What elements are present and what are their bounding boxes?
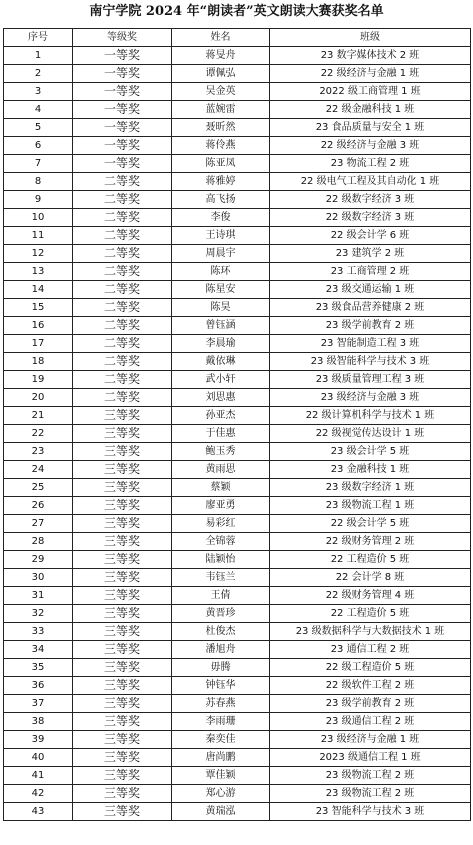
student-name: 韦钰兰	[172, 569, 270, 587]
class-name: 22 级计算机科学与技术 1 班	[270, 407, 471, 425]
student-name: 王倩	[172, 587, 270, 605]
row-number: 26	[4, 497, 73, 515]
table-row	[4, 263, 471, 281]
table-row	[4, 677, 471, 695]
student-name: 陈昊	[172, 299, 270, 317]
row-number: 13	[4, 263, 73, 281]
class-name: 23 智能科学与技术 3 班	[270, 803, 471, 821]
row-number: 23	[4, 443, 73, 461]
class-name: 22 级会计学 6 班	[270, 227, 471, 245]
table-row	[4, 245, 471, 263]
award-level: 三等奖	[73, 659, 172, 677]
class-name: 23 级食品营养健康 2 班	[270, 299, 471, 317]
award-level: 一等奖	[73, 101, 172, 119]
class-name: 23 工商管理 2 班	[270, 263, 471, 281]
class-name: 23 级物流工程 2 班	[270, 767, 471, 785]
award-level: 三等奖	[73, 407, 172, 425]
table-row	[4, 443, 471, 461]
award-level: 二等奖	[73, 389, 172, 407]
student-name: 鲍玉秀	[172, 443, 270, 461]
table-row	[4, 479, 471, 497]
column-header-level: 等级奖	[73, 29, 172, 47]
student-name: 蒋旻舟	[172, 47, 270, 65]
award-level: 二等奖	[73, 227, 172, 245]
student-name: 蔡颖	[172, 479, 270, 497]
class-name: 23 级数字经济 1 班	[270, 479, 471, 497]
award-level: 二等奖	[73, 209, 172, 227]
row-number: 28	[4, 533, 73, 551]
table-row	[4, 659, 471, 677]
class-name: 23 级数据科学与大数据技术 1 班	[270, 623, 471, 641]
student-name: 谭佩弘	[172, 65, 270, 83]
student-name: 孙亚杰	[172, 407, 270, 425]
row-number: 8	[4, 173, 73, 191]
award-level: 一等奖	[73, 155, 172, 173]
student-name: 钟钰华	[172, 677, 270, 695]
row-number: 2	[4, 65, 73, 83]
award-level: 三等奖	[73, 677, 172, 695]
row-number: 4	[4, 101, 73, 119]
row-number: 12	[4, 245, 73, 263]
student-name: 潘旭舟	[172, 641, 270, 659]
row-number: 22	[4, 425, 73, 443]
award-level: 三等奖	[73, 479, 172, 497]
student-name: 刘思惠	[172, 389, 270, 407]
class-name: 23 智能制造工程 3 班	[270, 335, 471, 353]
class-name: 22 级数字经济 3 班	[270, 209, 471, 227]
award-level: 三等奖	[73, 461, 172, 479]
table-row	[4, 605, 471, 623]
table-row	[4, 101, 471, 119]
class-name: 22 级财务管理 4 班	[270, 587, 471, 605]
table-row	[4, 137, 471, 155]
row-number: 25	[4, 479, 73, 497]
table-row	[4, 767, 471, 785]
table-row	[4, 425, 471, 443]
award-level: 二等奖	[73, 191, 172, 209]
class-name: 23 级物流工程 2 班	[270, 785, 471, 803]
award-level: 二等奖	[73, 353, 172, 371]
award-level: 三等奖	[73, 767, 172, 785]
class-name: 23 级通信工程 2 班	[270, 713, 471, 731]
student-name: 唐尚鹏	[172, 749, 270, 767]
student-name: 曾钰涵	[172, 317, 270, 335]
row-number: 27	[4, 515, 73, 533]
row-number: 42	[4, 785, 73, 803]
student-name: 李雨珊	[172, 713, 270, 731]
row-number: 19	[4, 371, 73, 389]
table-row	[4, 47, 471, 65]
award-level: 三等奖	[73, 713, 172, 731]
class-name: 22 级会计学 5 班	[270, 515, 471, 533]
student-name: 王诗琪	[172, 227, 270, 245]
student-name: 黄瑞泓	[172, 803, 270, 821]
row-number: 39	[4, 731, 73, 749]
award-level: 三等奖	[73, 533, 172, 551]
class-name: 23 级学前教育 2 班	[270, 695, 471, 713]
award-level: 一等奖	[73, 65, 172, 83]
row-number: 1	[4, 47, 73, 65]
table-row	[4, 731, 471, 749]
class-name: 22 级视觉传达设计 1 班	[270, 425, 471, 443]
table-row	[4, 497, 471, 515]
row-number: 18	[4, 353, 73, 371]
award-level: 二等奖	[73, 299, 172, 317]
row-number: 36	[4, 677, 73, 695]
student-name: 秦奕佳	[172, 731, 270, 749]
student-name: 蒋雅婷	[172, 173, 270, 191]
row-number: 14	[4, 281, 73, 299]
student-name: 聂昕然	[172, 119, 270, 137]
table-row	[4, 551, 471, 569]
table-row	[4, 641, 471, 659]
award-level: 二等奖	[73, 371, 172, 389]
student-name: 陈亚凤	[172, 155, 270, 173]
class-name: 23 级经济与金融 3 班	[270, 389, 471, 407]
table-row	[4, 389, 471, 407]
row-number: 15	[4, 299, 73, 317]
student-name: 苏春燕	[172, 695, 270, 713]
student-name: 于佳惠	[172, 425, 270, 443]
table-row	[4, 803, 471, 821]
table-row	[4, 335, 471, 353]
row-number: 30	[4, 569, 73, 587]
award-level: 三等奖	[73, 425, 172, 443]
table-row	[4, 695, 471, 713]
award-level: 三等奖	[73, 551, 172, 569]
table-header-row	[4, 29, 471, 47]
student-name: 吴金英	[172, 83, 270, 101]
class-name: 22 级财务管理 2 班	[270, 533, 471, 551]
page-title: 南宁学院 2024 年“朗读者”英文朗读大赛获奖名单	[89, 4, 384, 19]
award-level: 三等奖	[73, 605, 172, 623]
award-level: 三等奖	[73, 497, 172, 515]
award-level: 二等奖	[73, 245, 172, 263]
award-level: 一等奖	[73, 83, 172, 101]
award-level: 三等奖	[73, 443, 172, 461]
class-name: 23 级交通运输 1 班	[270, 281, 471, 299]
award-level: 三等奖	[73, 623, 172, 641]
row-number: 40	[4, 749, 73, 767]
row-number: 41	[4, 767, 73, 785]
award-level: 三等奖	[73, 785, 172, 803]
class-name: 2022 级工商管理 1 班	[270, 83, 471, 101]
row-number: 5	[4, 119, 73, 137]
table-row	[4, 785, 471, 803]
award-level: 二等奖	[73, 335, 172, 353]
row-number: 7	[4, 155, 73, 173]
student-name: 陈环	[172, 263, 270, 281]
class-name: 22 工程造价 5 班	[270, 551, 471, 569]
class-name: 23 建筑学 2 班	[270, 245, 471, 263]
class-name: 22 级金融科技 1 班	[270, 101, 471, 119]
table-row	[4, 209, 471, 227]
row-number: 10	[4, 209, 73, 227]
row-number: 16	[4, 317, 73, 335]
student-name: 陆颖怡	[172, 551, 270, 569]
row-number: 38	[4, 713, 73, 731]
row-number: 24	[4, 461, 73, 479]
row-number: 20	[4, 389, 73, 407]
class-name: 23 级智能科学与技术 3 班	[270, 353, 471, 371]
table-row	[4, 371, 471, 389]
award-level: 三等奖	[73, 587, 172, 605]
table-row	[4, 65, 471, 83]
row-number: 9	[4, 191, 73, 209]
table-row	[4, 83, 471, 101]
class-name: 23 金融科技 1 班	[270, 461, 471, 479]
class-name: 22 级软件工程 2 班	[270, 677, 471, 695]
student-name: 李俊	[172, 209, 270, 227]
student-name: 廖亚勇	[172, 497, 270, 515]
class-name: 23 级会计学 5 班	[270, 443, 471, 461]
class-name: 23 食品质量与安全 1 班	[270, 119, 471, 137]
class-name: 23 级物流工程 1 班	[270, 497, 471, 515]
table-row	[4, 281, 471, 299]
table-row	[4, 587, 471, 605]
class-name: 2023 级通信工程 1 班	[270, 749, 471, 767]
class-name: 22 级数字经济 3 班	[270, 191, 471, 209]
row-number: 6	[4, 137, 73, 155]
table-row	[4, 173, 471, 191]
row-number: 33	[4, 623, 73, 641]
class-name: 23 数字媒体技术 2 班	[270, 47, 471, 65]
class-name: 22 级电气工程及其自动化 1 班	[270, 173, 471, 191]
award-level: 一等奖	[73, 137, 172, 155]
award-level: 二等奖	[73, 317, 172, 335]
row-number: 34	[4, 641, 73, 659]
column-header-class: 班级	[270, 29, 471, 47]
table-row	[4, 353, 471, 371]
row-number: 35	[4, 659, 73, 677]
student-name: 杜俊杰	[172, 623, 270, 641]
column-header-name: 姓名	[172, 29, 270, 47]
student-name: 李晨瑜	[172, 335, 270, 353]
student-name: 蓝婉雷	[172, 101, 270, 119]
student-name: 武小轩	[172, 371, 270, 389]
class-name: 23 物流工程 2 班	[270, 155, 471, 173]
table-row	[4, 155, 471, 173]
student-name: 全锦蓉	[172, 533, 270, 551]
student-name: 黄晋珍	[172, 605, 270, 623]
table-row	[4, 749, 471, 767]
row-number: 3	[4, 83, 73, 101]
row-number: 31	[4, 587, 73, 605]
student-name: 覃佳颖	[172, 767, 270, 785]
class-name: 22 级经济与金融 3 班	[270, 137, 471, 155]
column-header-no: 序号	[4, 29, 73, 47]
row-number: 29	[4, 551, 73, 569]
student-name: 高飞扬	[172, 191, 270, 209]
row-number: 37	[4, 695, 73, 713]
award-level: 三等奖	[73, 731, 172, 749]
class-name: 22 级经济与金融 1 班	[270, 65, 471, 83]
award-table	[3, 28, 471, 821]
class-name: 23 级学前教育 2 班	[270, 317, 471, 335]
award-level: 二等奖	[73, 263, 172, 281]
award-level: 三等奖	[73, 569, 172, 587]
student-name: 易彩红	[172, 515, 270, 533]
award-level: 三等奖	[73, 803, 172, 821]
class-name: 22 工程造价 5 班	[270, 605, 471, 623]
class-name: 23 级经济与金融 1 班	[270, 731, 471, 749]
table-row	[4, 533, 471, 551]
row-number: 11	[4, 227, 73, 245]
row-number: 32	[4, 605, 73, 623]
row-number: 21	[4, 407, 73, 425]
table-row	[4, 569, 471, 587]
award-level: 二等奖	[73, 173, 172, 191]
award-level: 三等奖	[73, 749, 172, 767]
award-level: 一等奖	[73, 47, 172, 65]
row-number: 17	[4, 335, 73, 353]
award-level: 三等奖	[73, 515, 172, 533]
student-name: 蒋伶燕	[172, 137, 270, 155]
table-row	[4, 119, 471, 137]
award-level: 三等奖	[73, 695, 172, 713]
student-name: 戴依琳	[172, 353, 270, 371]
class-name: 23 级质量管理工程 3 班	[270, 371, 471, 389]
student-name: 陈星安	[172, 281, 270, 299]
table-row	[4, 461, 471, 479]
row-number: 43	[4, 803, 73, 821]
student-name: 周晨宇	[172, 245, 270, 263]
class-name: 22 级工程造价 5 班	[270, 659, 471, 677]
table-row	[4, 515, 471, 533]
table-row	[4, 191, 471, 209]
table-row	[4, 299, 471, 317]
award-level: 一等奖	[73, 119, 172, 137]
award-level: 二等奖	[73, 281, 172, 299]
award-level: 三等奖	[73, 641, 172, 659]
class-name: 23 通信工程 2 班	[270, 641, 471, 659]
table-row	[4, 713, 471, 731]
student-name: 黄雨思	[172, 461, 270, 479]
table-row	[4, 317, 471, 335]
table-row	[4, 623, 471, 641]
table-row	[4, 227, 471, 245]
student-name: 毋腾	[172, 659, 270, 677]
table-row	[4, 407, 471, 425]
class-name: 22 会计学 8 班	[270, 569, 471, 587]
student-name: 郑心游	[172, 785, 270, 803]
